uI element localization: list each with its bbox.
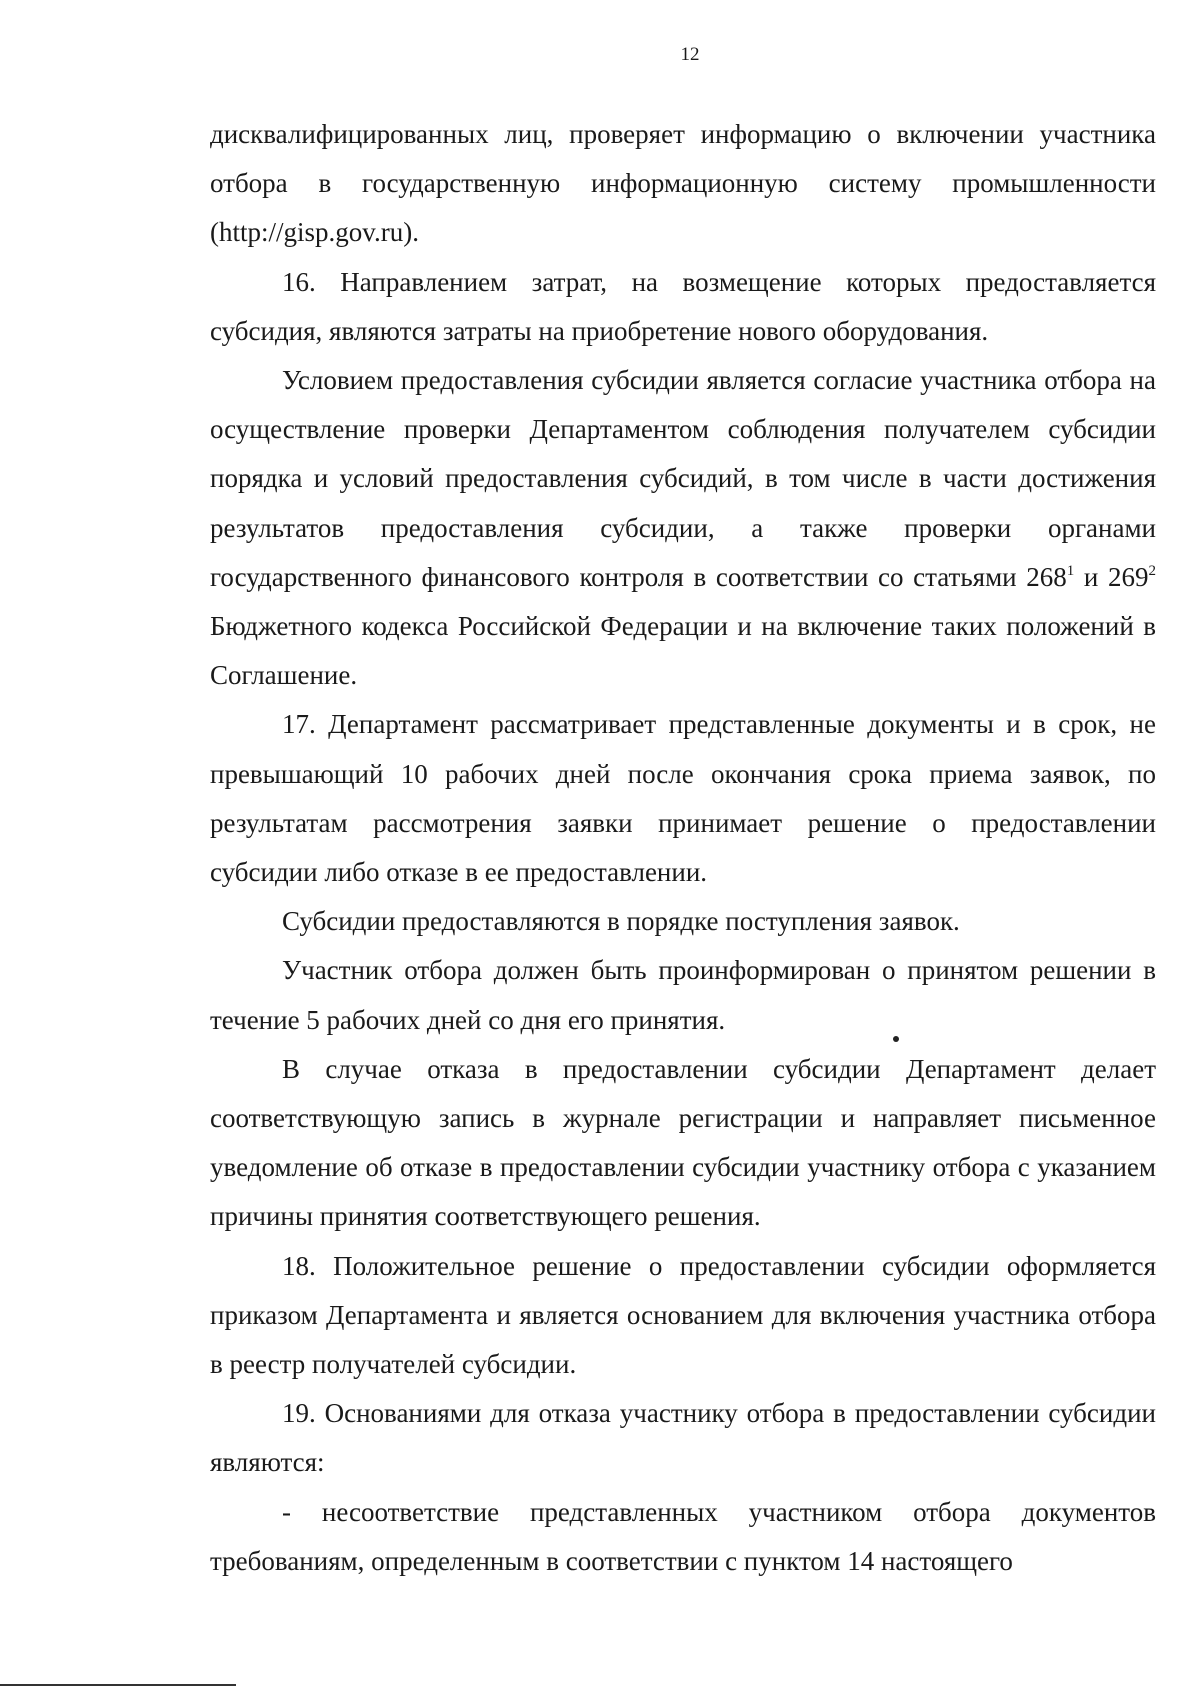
condition-text-part2: и 269 xyxy=(1074,561,1149,592)
footer-rule xyxy=(0,1684,236,1686)
paragraph: Участник отбора должен быть проинформирован о принятом решении в течение 5 рабочих дней со дня его принятия. xyxy=(210,955,1156,1035)
list-item: - несоответствие представленных участником отбора документов требованиям, определенным в соответствии с пунктом 14 настоящего xyxy=(210,1496,1156,1576)
paragraph: дисквалифицированных лиц, проверяет информацию о включении участника отбора в государственную информационную систему промышленности (http://gisp.gov.ru). xyxy=(210,119,1156,248)
paragraph-16: 16. Направлением затрат, на возмещение которых предоставляется субсидия, являются затраты на приобретение нового оборудования. xyxy=(210,266,1156,346)
superscript: 1 xyxy=(1066,562,1075,579)
paragraph: Субсидии предоставляются в порядке поступления заявок. xyxy=(282,906,960,937)
document-body xyxy=(210,110,1156,1586)
ink-spot xyxy=(893,1036,899,1042)
superscript: 2 xyxy=(1148,562,1156,579)
condition-text-part3: Бюджетного кодекса Российской Федерации и на включение таких положений в Соглашение. xyxy=(210,611,1156,691)
paragraph-condition xyxy=(210,356,1156,700)
paragraph-19: 19. Основаниями для отказа участнику отбора в предоставлении субсидии являются: xyxy=(210,1398,1156,1478)
page-number: 12 xyxy=(680,44,700,65)
condition-text-part1: Условием предоставления субсидии является согласие участника отбора на осуществление проверки Департаментом соблюдения получателем субсидии порядка и условий предоставления субсидий, в том числе в части достижения результатов предоставления субсидии, а также проверки органами государственного финансового контроля в соответствии со статьями 268 xyxy=(210,365,1156,592)
paragraph-18: 18. Положительное решение о предоставлении субсидии оформляется приказом Департамента и является основанием для включения участника отбора в реестр получателей субсидии. xyxy=(210,1250,1156,1380)
paragraph-17: 17. Департамент рассматривает представленные документы и в срок, не превышающий 10 рабочих дней после окончания срока приема заявок, по результатам рассмотрения заявки принимает решение о предоставлении субсидии либо отказе в ее предоставлении. xyxy=(210,709,1156,888)
paragraph: В случае отказа в предоставлении субсидии Департамент делает соответствующую запись в журнале регистрации и направляет письменное уведомление об отказе в предоставлении субсидии участнику отбора с указанием причины принятия соответствующего решения. xyxy=(210,1053,1156,1232)
